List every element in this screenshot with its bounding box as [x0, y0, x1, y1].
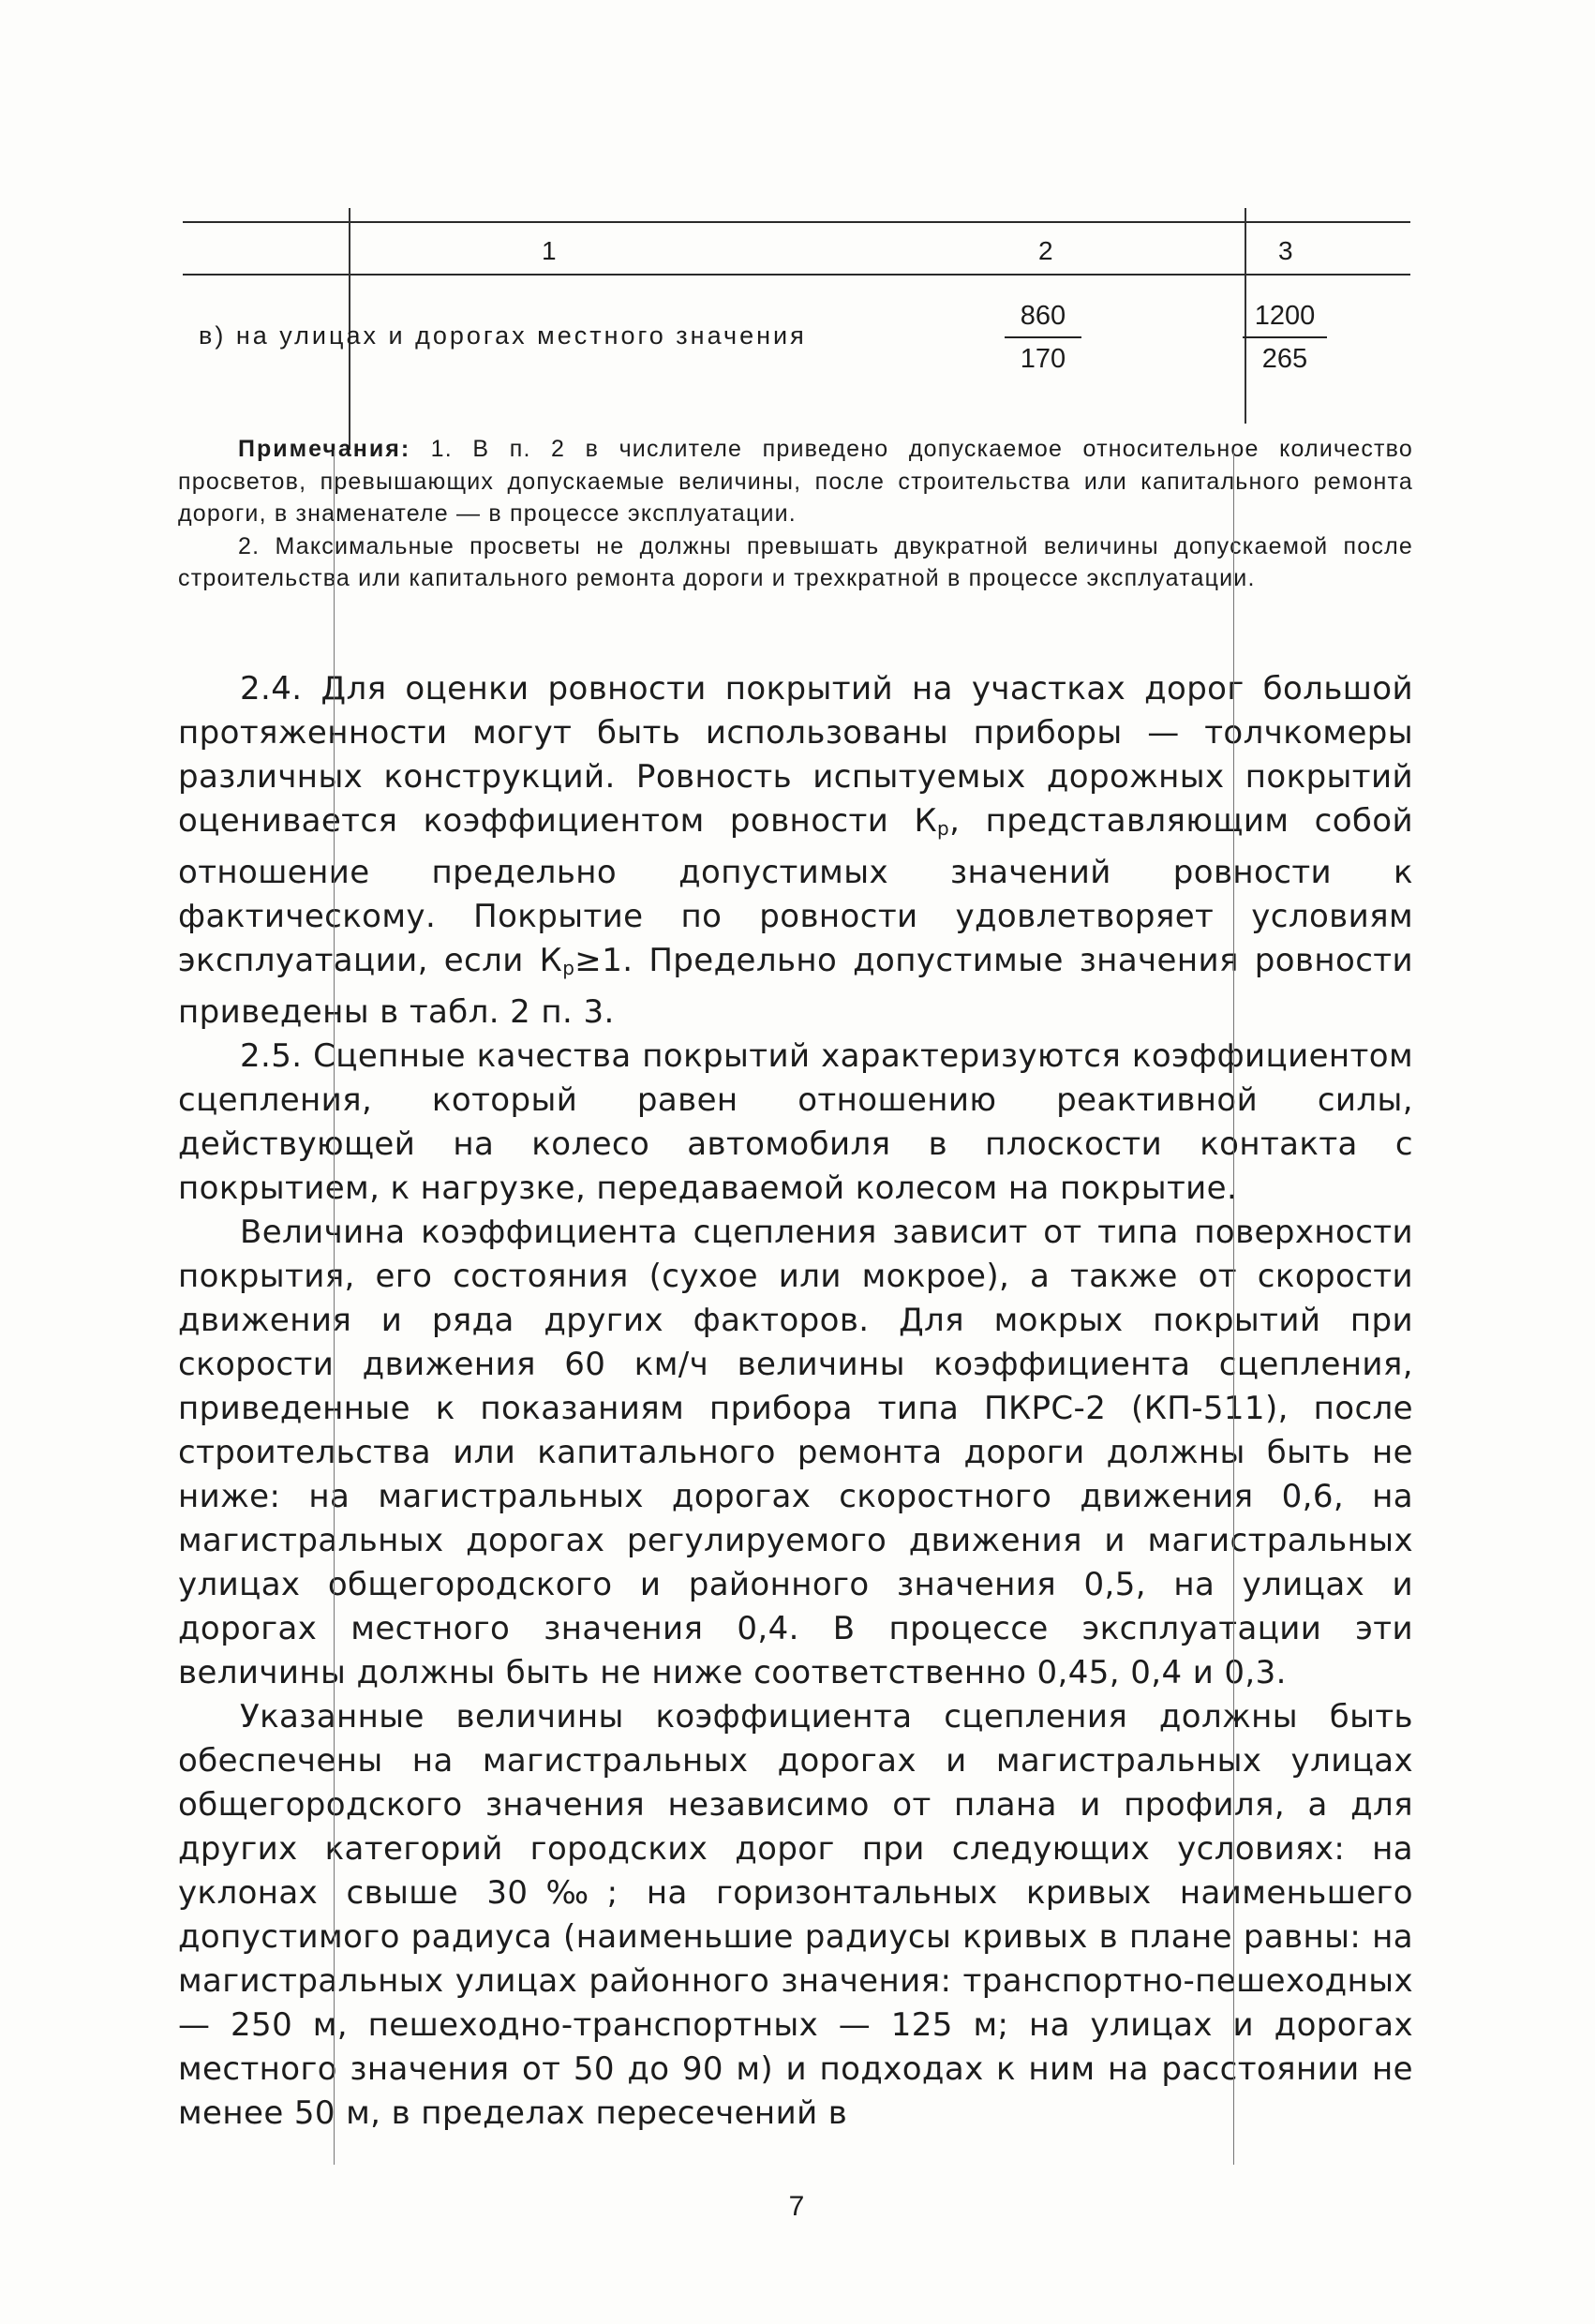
fraction-numerator: 860	[1020, 301, 1066, 331]
paragraph-2-4-part-a: 2.4. Для оценки ровности покрытий на участках дорог большой протяженности могут быть использованы приборы — толчкомеры различных конструкций. Ровность испытуемых дорожных покрытий оценивается коэффициентом ровности К	[178, 670, 1413, 840]
table-header-col1: 1	[542, 236, 557, 265]
table-cell-col2	[1005, 298, 1081, 377]
fraction-numerator: 1200	[1254, 301, 1316, 331]
table-row-label: в) на улицах и дорогах местного значения	[199, 321, 807, 350]
fraction-denominator: 170	[1020, 344, 1066, 374]
fraction-denominator: 265	[1261, 344, 1308, 374]
table-header-col3: 3	[1278, 236, 1293, 265]
note-1	[178, 433, 1413, 530]
paragraph-2-4	[178, 667, 1413, 1035]
subscript-r: р	[937, 817, 950, 840]
table-notes	[178, 433, 1413, 595]
paragraph-2-4-part-b: , представляющим собой отношение предельно допустимых значений ровности к фактическому. Покрытие по ровности удовлетворяет условиям эксплуатации, если К	[178, 802, 1413, 979]
table-header-col2: 2	[1038, 236, 1053, 265]
paragraph-conditions: Указанные величины коэффициента сцепления должны быть обеспечены на магистральных дорогах и магистральных улицах общегородского значения независимо от плана и профиля, а для других категорий городских дорог при следующих условиях: на уклонах свыше 30‰; на горизонтальных кривых наименьшего допустимого радиуса (наименьшие радиусы кривых в плане равны: на магистральных улицах районного значения: транспортно-пешеходных — 250 м, пешеходно-транспортных — 125 м; на улицах и дорогах местного значения от 50 до 90 м) и подходах к ним на расстоянии не менее 50 м, в пределах пересечений в	[178, 1698, 1413, 2132]
note-1-text: 1. В п. 2 в числителе приведено допускаемое относительное количество просветов, превышающих допускаемые величины, после строительства или капитального ремонта дороги, в знаменателе — в процессе эксплуатации.	[178, 436, 1413, 527]
paragraph-friction: Величина коэффициента сцепления зависит от типа поверхности покрытия, его состояния (сухое или мокрое), а также от скорости движения и ряда других факторов. Для мокрых покрытий при скорости движения 60 км/ч величины коэффициента сцепления, приведенные к показаниям прибора типа ПКРС-2 (КП-511), после строительства или капитального ремонта дороги должны быть не ниже: на магистральных дорогах скоростного движения 0,6, на магистральных дорогах регулируемого движения и магистральных улицах общегородского и районного значения 0,5, на улицах и дорогах местного значения 0,4. В процессе эксплуатации эти величины должны быть не ниже соответственно 0,45, 0,4 и 0,3.	[178, 1214, 1413, 1691]
paragraph-2-5: 2.5. Сцепные качества покрытий характеризуются коэффициентом сцепления, который равен отношению реактивной силы, действующей на колесо автомобиля в плоскости контакта с покрытием, к нагрузке, передаваемой колесом на покрытие.	[178, 1037, 1413, 1207]
notes-heading: Примечания:	[238, 436, 411, 462]
table-top-rule	[183, 221, 1410, 223]
body-text	[178, 667, 1413, 2136]
table-cell-col3	[1243, 298, 1327, 377]
scan-gutter-line	[1233, 450, 1234, 2165]
fraction-bar	[1005, 336, 1081, 338]
table-header-rule	[183, 274, 1410, 276]
paragraph-2-4-part-c: 1. Предельно допустимые значения ровности приведены в табл. 2 п. 3.	[178, 942, 1413, 1031]
greater-equal-sign: ≥	[574, 942, 603, 979]
subscript-r: р	[562, 957, 575, 979]
note-2: 2. Максимальные просветы не должны превышать двукратной величины допускаемой после строительства или капитального ремонта дороги и трехкратной в процессе эксплуатации.	[178, 532, 1413, 591]
page-number: 7	[788, 2191, 805, 2222]
scan-gutter-line	[334, 450, 335, 2165]
fraction-bar	[1243, 336, 1327, 338]
